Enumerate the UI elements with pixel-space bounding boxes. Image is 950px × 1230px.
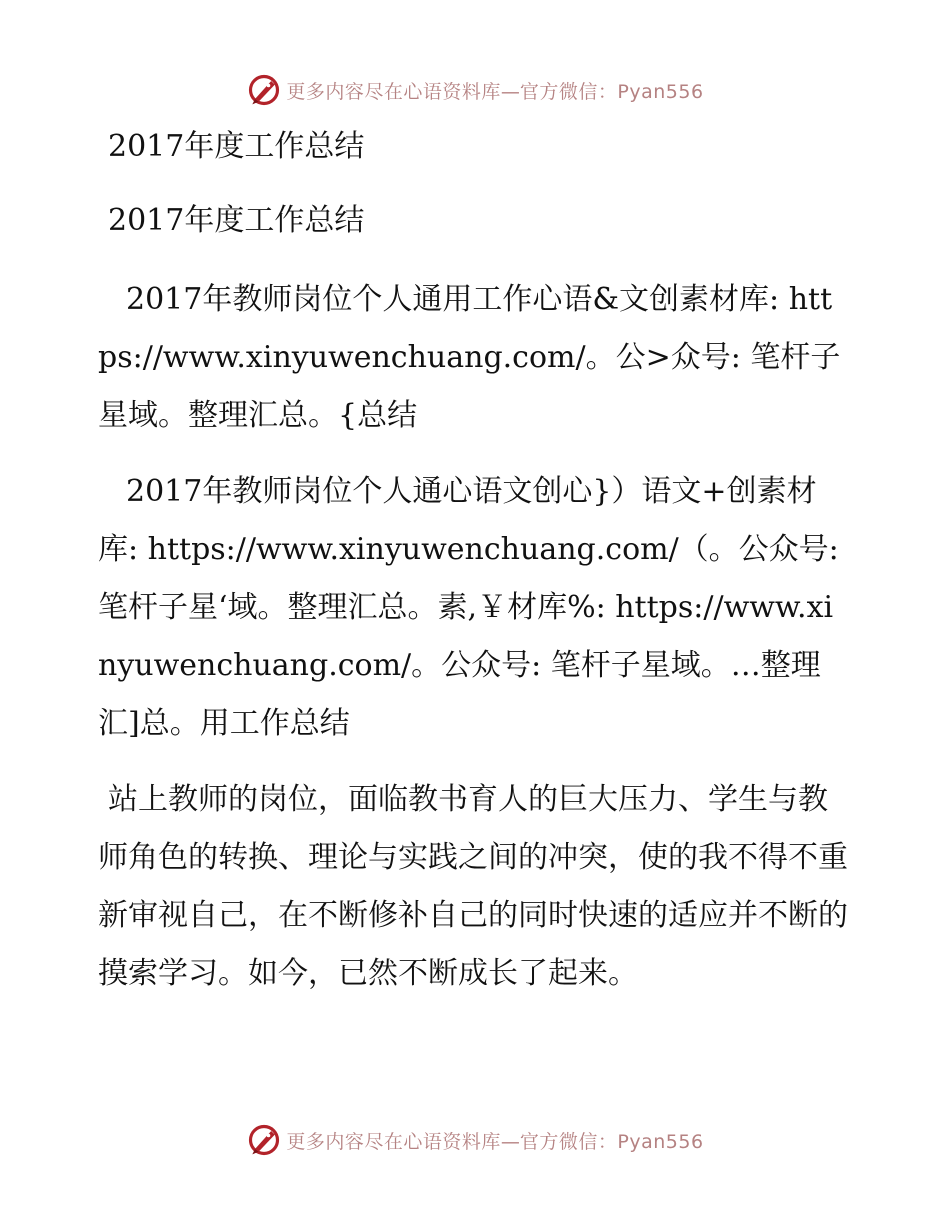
doc-title: 2017年度工作总结 [108, 129, 365, 164]
watermark-main: 更多内容尽在心语资料库 [286, 80, 501, 103]
doc-subtitle: 2017年度工作总结 [108, 203, 365, 238]
watermark-text [286, 1127, 703, 1154]
watermark-dash: — [500, 1130, 520, 1153]
footer-watermark-banner [0, 1120, 950, 1160]
header-watermark-banner [0, 70, 950, 110]
document-body [98, 123, 848, 1021]
watermark-dash: — [500, 80, 520, 103]
watermark-account: 官方微信：Pyan556 [519, 1130, 704, 1153]
paragraph-2: 2017年教师岗位个人通心语文创心}）语文+创素材库: https://www.xinyuwenchuang.com/（。公众号: 笔杆子星‘域。整理汇总。素,￥材库%: https://www.xinyuwenchuang.com/。公众号: 笔杆子星域。…整理汇]总。用工作总结 [98, 474, 839, 741]
watermark-text [286, 77, 703, 104]
paragraph-1: 2017年教师岗位个人通用工作心语&文创素材库: https://www.xinyuwenchuang.com/。公>众号: 笔杆子星域。整理汇总。{总结 [98, 282, 841, 433]
pen-logo-icon [246, 72, 282, 108]
paragraph-3: 站上教师的岗位，面临教书育人的巨大压力、学生与教师角色的转换、理论与实践之间的冲突，使的我不得不重新审视自己，在不断修补自己的同时快速的适应并不断的摸索学习。如今，已然不断成长了起来。 [98, 782, 848, 991]
watermark-account: 官方微信：Pyan556 [519, 80, 704, 103]
watermark-main: 更多内容尽在心语资料库 [286, 1130, 501, 1153]
pen-logo-icon [246, 1122, 282, 1158]
